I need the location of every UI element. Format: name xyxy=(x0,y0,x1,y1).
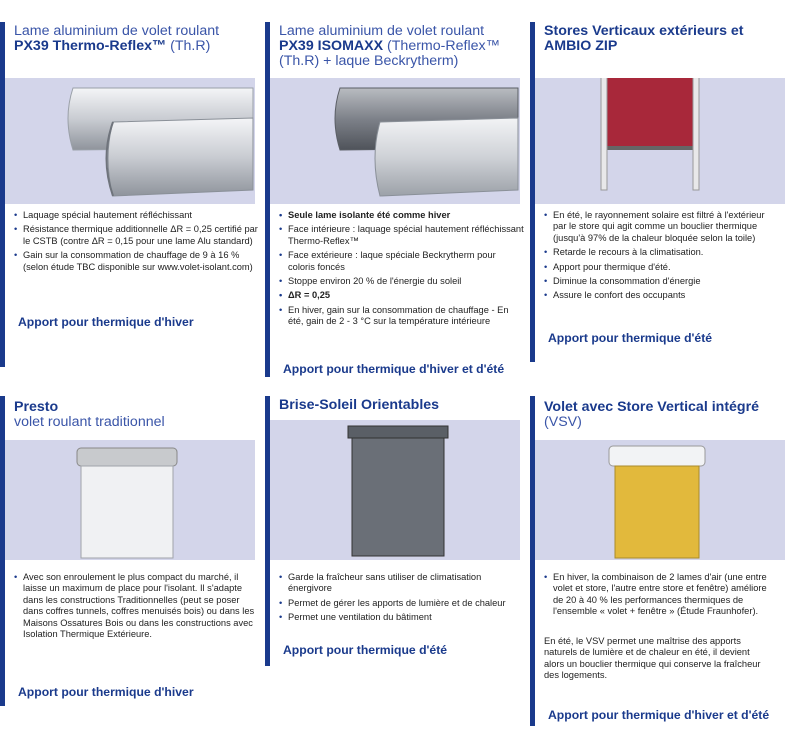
orientable-blind-image xyxy=(270,420,520,560)
list-item: • Permet une ventilation du bâtiment xyxy=(279,612,524,623)
apport-label: Apport pour thermique d'hiver et d'été xyxy=(283,362,505,376)
list-item: • Seule lame isolante été comme hiver xyxy=(279,210,524,221)
list-item: • En hiver, la combinaison de 2 lames d'air (une entre volet et store, l'autre entre store et fenêtre) améliore de 20 à 40 % les performances thermiques de l'ensemble « volet + fenêtre » (Étude Fraunhofer). xyxy=(544,572,774,618)
summer-paragraph: En été, le VSV permet une maîtrise des apports naturels de lumière et de chaleur en été, il devient alors un bouclier thermique qui conserve la fraîcheur des logements. xyxy=(544,636,761,681)
roller-shutter-image xyxy=(5,440,255,560)
feature-list xyxy=(544,210,769,305)
list-item: • Garde la fraîcheur sans utiliser de climatisation énergivore xyxy=(279,572,524,595)
product-image-band xyxy=(5,78,255,204)
apport-label: Apport pour thermique d'hiver xyxy=(18,315,194,329)
apport-label: Apport pour thermique d'hiver xyxy=(18,685,194,699)
list-item: • Laquage spécial hautement réfléchissant xyxy=(14,210,259,221)
card-title: Lame aluminium de volet roulant PX39 ISOMAXX (Thermo-Reflex™ (Th.R) + laque Beckrytherm) xyxy=(279,23,500,69)
list-item: • Face intérieure : laquage spécial hautement réfléchissant Thermo-Reflex™ xyxy=(279,224,524,247)
product-image-band xyxy=(5,440,255,560)
apport-label: Apport pour thermique d'hiver et d'été xyxy=(548,708,770,722)
card-px39-isomaxx xyxy=(265,0,524,380)
card-title: Stores Verticaux extérieurs et AMBIO ZIP xyxy=(544,23,744,54)
feature-list xyxy=(279,572,524,627)
card-title: Volet avec Store Vertical intégré (VSV) xyxy=(544,399,760,430)
product-image-band xyxy=(535,78,785,204)
feature-list xyxy=(279,210,524,331)
card-presto xyxy=(0,390,255,710)
apport-label: Apport pour thermique d'été xyxy=(283,643,448,657)
product-image-band xyxy=(270,78,520,204)
card-brise-soleil xyxy=(265,390,520,670)
list-item: • En été, le rayonnement solaire est filtré à l'extérieur par le store qui agit comme un bouclier thermique (jusqu'à 97% de la chaleur bloquée selon la toile) xyxy=(544,210,769,244)
shutter-with-blind-image xyxy=(535,440,785,560)
card-title: Lame aluminium de volet roulant PX39 Thermo-Reflex™ (Th.R) xyxy=(14,23,220,54)
product-image-band xyxy=(535,440,785,560)
list-item: • En hiver, gain sur la consommation de chauffage - En été, gain de 2 - 3 °C sur la température intérieure xyxy=(279,305,524,328)
list-item: • Face extérieure : laque spéciale Beckrytherm pour coloris foncés xyxy=(279,250,524,273)
card-title: Brise-Soleil Orientables xyxy=(279,397,440,413)
card-title: Presto volet roulant traditionnel xyxy=(14,399,165,430)
product-image-band xyxy=(270,420,520,560)
list-item: • Permet de gérer les apports de lumière et de chaleur xyxy=(279,598,524,609)
vertical-blind-image xyxy=(535,78,785,204)
list-item: • Assure le confort des occupants xyxy=(544,290,769,301)
feature-list xyxy=(14,572,259,643)
aluminium-slat-image xyxy=(5,78,255,204)
card-stores-verticaux xyxy=(530,0,785,370)
apport-label: Apport pour thermique d'été xyxy=(548,331,713,345)
list-item: • Stoppe environ 20 % de l'énergie du soleil xyxy=(279,276,524,287)
list-item: • Gain sur la consommation de chauffage de 9 à 16 % (selon étude TBC disponible sur www.volet-isolant.com) xyxy=(14,250,259,273)
list-item: • ΔR = 0,25 xyxy=(279,290,524,301)
feature-list xyxy=(544,572,774,621)
list-item: • Apport pour thermique d'été. xyxy=(544,262,769,273)
list-item: • Retarde le recours à la climatisation. xyxy=(544,247,769,258)
list-item: • Avec son enroulement le plus compact du marché, il laisse un maximum de place pour l'isolant. Il s'adapte dans les constructions Traditionnelles (peut se poser dans coffres tunnels, coffres menuisés bois) ou dans les Maisons Ossatures Bois ou dans les constructions avec Isolation Thermique Extérieure. xyxy=(14,572,259,640)
isomaxx-slat-image xyxy=(270,78,520,204)
feature-list xyxy=(14,210,259,276)
card-px39-thermo-reflex xyxy=(0,0,258,370)
card-vsv xyxy=(530,390,785,735)
list-item: • Résistance thermique additionnelle ΔR = 0,25 certifié par le CSTB (contre ΔR = 0,15 pour une lame Alu standard) xyxy=(14,224,259,247)
list-item: • Diminue la consommation d'énergie xyxy=(544,276,769,287)
